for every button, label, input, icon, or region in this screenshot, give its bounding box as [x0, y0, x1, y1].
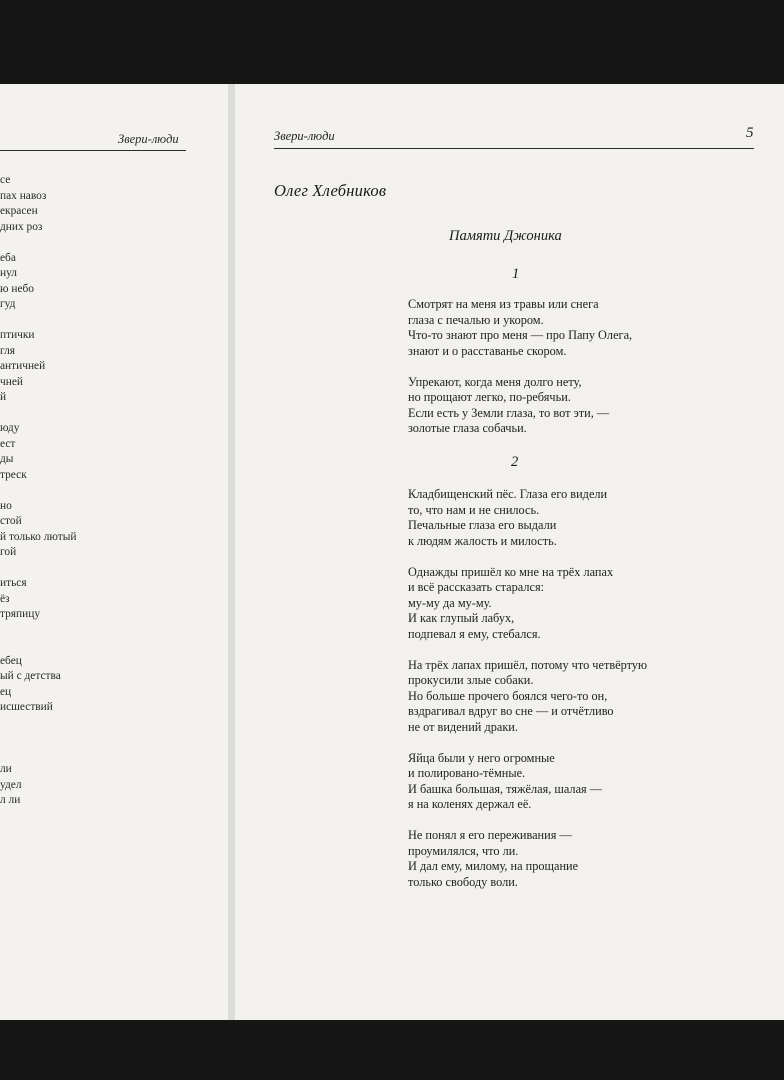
verse-line: я на коленях держал её.	[408, 797, 532, 811]
left-page-line: гой	[0, 546, 17, 558]
verse-line: Упрекают, когда меня долго нету,	[408, 374, 582, 389]
left-page-line: ды	[0, 453, 14, 465]
left-page-line: юду	[0, 422, 20, 434]
left-page-line: пах навоз	[0, 189, 47, 202]
left-page-line: ест	[0, 437, 16, 450]
verse-line: Но больше прочего боялся чего-то он,	[408, 688, 608, 703]
verse-line: Смотрят на меня из травы или снега	[408, 297, 599, 311]
section-number-1: 1	[512, 266, 520, 282]
section-number-2: 2	[511, 454, 519, 470]
verse-line: вздрагивал вдруг во сне — и отчётливо	[408, 704, 614, 718]
author-name: Олег Хлебников	[274, 181, 387, 200]
verse-line: и полировано-тёмные.	[408, 766, 526, 780]
verse-line: к людям жалость и милость.	[408, 533, 557, 548]
left-page-line: ли	[0, 763, 12, 775]
left-running-head: Звери-люди	[118, 132, 179, 146]
verse-line: му-му да му-му.	[408, 595, 492, 610]
left-page-line: ёз	[0, 592, 10, 605]
stanza-gap	[408, 642, 647, 658]
verse-line: то, что нам и не снилось.	[408, 502, 540, 517]
poem-dedication: Памяти Джоника	[449, 228, 562, 244]
previous-page	[0, 84, 228, 1020]
left-page-line: тряпицу	[0, 608, 41, 620]
verse-line: знают и о расставанье скором.	[408, 343, 567, 358]
left-page-line: гля	[0, 344, 16, 357]
verse-line: проумилялся, что ли.	[408, 843, 519, 858]
verse-line: И дал ему, милому, на прощание	[408, 859, 579, 873]
left-page-line: исшествий	[0, 701, 53, 713]
scan-background-bottom	[0, 1020, 784, 1080]
left-page-line: гуд	[0, 298, 16, 310]
left-header-rule	[0, 150, 186, 151]
left-page-line: птички	[0, 329, 35, 341]
verse-line: но прощают легко, по-ребячьи.	[408, 390, 571, 404]
left-page-line: дних роз	[0, 220, 43, 233]
left-page-line: чней	[0, 375, 23, 388]
page-gutter	[228, 84, 235, 1020]
left-page-line: треск	[0, 468, 27, 481]
scan-background-top	[0, 0, 784, 84]
left-page-line: нул	[0, 267, 17, 279]
verse-line: золотые глаза собачьи.	[408, 421, 527, 435]
left-page-line: ебец	[0, 654, 22, 667]
left-page-line: стой	[0, 515, 22, 527]
stanza-gap	[408, 813, 647, 829]
running-head: Звери-люди	[274, 129, 335, 143]
left-page-line: иться	[0, 577, 27, 589]
left-page-line: ю небо	[0, 282, 34, 295]
verse-line: не от видений драки.	[408, 719, 518, 734]
verse-line: и всё рассказать старался:	[408, 580, 545, 594]
verse-line: только свободу воли.	[408, 874, 518, 889]
verse-line: Кладбищенский пёс. Глаза его видели	[408, 487, 608, 501]
verse-line: Что-то знают про меня — про Папу Олега,	[408, 328, 633, 342]
left-page-line: екрасен	[0, 205, 38, 217]
header-rule	[274, 148, 754, 149]
left-page-line: удел	[0, 778, 22, 791]
poem-section-1	[408, 297, 632, 437]
stanza-gap	[408, 735, 647, 751]
verse-line: Яйца были у него огромные	[408, 750, 555, 765]
stanza-gap	[408, 549, 647, 565]
left-page-line: но	[0, 499, 12, 512]
verse-line: Печальные глаза его выдали	[408, 518, 557, 532]
verse-line: Не понял я его переживания —	[408, 828, 572, 842]
left-page-line: й только лютый	[0, 530, 77, 543]
verse-line: подпевал я ему, стебался.	[408, 626, 541, 641]
left-page-line: античней	[0, 360, 46, 372]
left-page-line: л ли	[0, 794, 21, 806]
verse-line: На трёх лапах пришёл, потому что четвёртую	[408, 657, 648, 672]
current-page	[235, 84, 784, 1020]
verse-line: И башка большая, тяжёлая, шалая —	[408, 781, 603, 796]
poem-section-2	[408, 487, 647, 890]
verse-line: глаза с печалью и укором.	[408, 312, 544, 327]
left-page-line: ец	[0, 685, 12, 698]
stanza-gap	[408, 359, 632, 375]
verse-line: прокусили злые собаки.	[408, 673, 534, 687]
page-number: 5	[746, 125, 754, 141]
verse-line: Однажды пришёл ко мне на трёх лапах	[408, 564, 614, 579]
left-page-line: се	[0, 174, 11, 186]
verse-line: И как глупый лабух,	[408, 611, 515, 625]
left-page-line: й	[0, 391, 7, 403]
left-page-line: ый с детства	[0, 670, 61, 682]
verse-line: Если есть у Земли глаза, то вот эти, —	[408, 405, 610, 420]
left-page-line: еба	[0, 251, 16, 264]
